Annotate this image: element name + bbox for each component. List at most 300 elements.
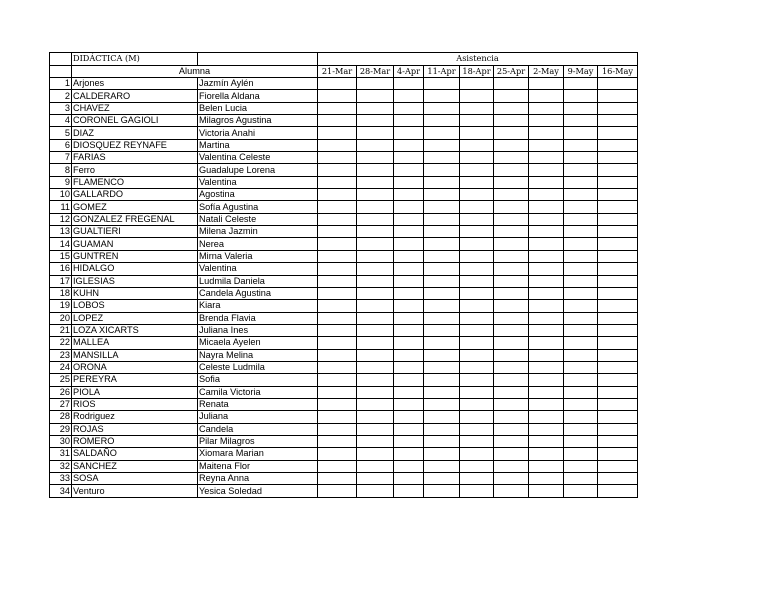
attendance-cell[interactable] — [318, 263, 357, 275]
attendance-cell[interactable] — [598, 238, 638, 250]
attendance-cell[interactable] — [494, 398, 529, 410]
student-first-name[interactable]: Candela — [198, 423, 318, 435]
attendance-cell[interactable] — [598, 226, 638, 238]
student-first-name[interactable]: Xiomara Marian — [198, 448, 318, 460]
attendance-cell[interactable] — [424, 485, 460, 497]
student-header[interactable]: Alumna — [72, 65, 318, 78]
attendance-cell[interactable] — [529, 435, 564, 447]
date-header[interactable]: 4-Apr — [394, 65, 424, 78]
row-number[interactable]: 11 — [50, 201, 72, 213]
student-last-name[interactable]: GOMEZ — [72, 201, 198, 213]
student-first-name[interactable]: Fiorella Aldana — [198, 90, 318, 102]
student-first-name[interactable]: Micaela Ayelen — [198, 337, 318, 349]
student-first-name[interactable]: Belen Lucia — [198, 102, 318, 114]
attendance-cell[interactable] — [318, 337, 357, 349]
attendance-cell[interactable] — [424, 312, 460, 324]
attendance-cell[interactable] — [318, 411, 357, 423]
attendance-cell[interactable] — [357, 250, 394, 262]
attendance-cell[interactable] — [529, 127, 564, 139]
attendance-cell[interactable] — [494, 473, 529, 485]
row-number[interactable]: 15 — [50, 250, 72, 262]
attendance-cell[interactable] — [598, 90, 638, 102]
attendance-cell[interactable] — [494, 78, 529, 90]
attendance-cell[interactable] — [394, 250, 424, 262]
attendance-cell[interactable] — [424, 287, 460, 299]
attendance-cell[interactable] — [394, 485, 424, 497]
attendance-cell[interactable] — [529, 473, 564, 485]
student-last-name[interactable]: CORONEL GAGIOLI — [72, 115, 198, 127]
attendance-cell[interactable] — [529, 337, 564, 349]
attendance-cell[interactable] — [598, 398, 638, 410]
student-last-name[interactable]: PEREYRA — [72, 374, 198, 386]
attendance-cell[interactable] — [424, 386, 460, 398]
attendance-cell[interactable] — [529, 386, 564, 398]
attendance-cell[interactable] — [564, 300, 598, 312]
attendance-cell[interactable] — [318, 115, 357, 127]
attendance-cell[interactable] — [494, 139, 529, 151]
attendance-cell[interactable] — [598, 423, 638, 435]
student-first-name[interactable]: Agostina — [198, 189, 318, 201]
attendance-cell[interactable] — [357, 374, 394, 386]
student-last-name[interactable]: FARIAS — [72, 152, 198, 164]
row-number[interactable]: 6 — [50, 139, 72, 151]
attendance-cell[interactable] — [394, 176, 424, 188]
attendance-cell[interactable] — [318, 127, 357, 139]
attendance-cell[interactable] — [598, 386, 638, 398]
attendance-cell[interactable] — [494, 152, 529, 164]
attendance-cell[interactable] — [564, 349, 598, 361]
attendance-cell[interactable] — [318, 386, 357, 398]
attendance-cell[interactable] — [494, 324, 529, 336]
attendance-cell[interactable] — [564, 176, 598, 188]
attendance-cell[interactable] — [394, 115, 424, 127]
attendance-cell[interactable] — [318, 473, 357, 485]
attendance-cell[interactable] — [318, 460, 357, 472]
attendance-cell[interactable] — [424, 78, 460, 90]
row-number[interactable]: 3 — [50, 102, 72, 114]
attendance-cell[interactable] — [357, 349, 394, 361]
attendance-cell[interactable] — [598, 411, 638, 423]
attendance-cell[interactable] — [564, 201, 598, 213]
attendance-cell[interactable] — [394, 127, 424, 139]
attendance-cell[interactable] — [394, 460, 424, 472]
attendance-cell[interactable] — [424, 127, 460, 139]
attendance-cell[interactable] — [460, 226, 494, 238]
attendance-cell[interactable] — [460, 374, 494, 386]
attendance-cell[interactable] — [318, 78, 357, 90]
attendance-cell[interactable] — [564, 115, 598, 127]
attendance-cell[interactable] — [460, 300, 494, 312]
attendance-cell[interactable] — [564, 152, 598, 164]
student-first-name[interactable]: Pilar Milagros — [198, 435, 318, 447]
corner-cell[interactable] — [50, 65, 72, 78]
attendance-cell[interactable] — [424, 90, 460, 102]
attendance-cell[interactable] — [598, 189, 638, 201]
attendance-cell[interactable] — [394, 164, 424, 176]
attendance-cell[interactable] — [357, 213, 394, 225]
attendance-cell[interactable] — [394, 349, 424, 361]
student-first-name[interactable]: Maitena Flor — [198, 460, 318, 472]
attendance-cell[interactable] — [460, 115, 494, 127]
attendance-cell[interactable] — [424, 213, 460, 225]
student-first-name[interactable]: Candela Agustina — [198, 287, 318, 299]
attendance-cell[interactable] — [394, 435, 424, 447]
attendance-cell[interactable] — [424, 448, 460, 460]
attendance-cell[interactable] — [598, 275, 638, 287]
attendance-cell[interactable] — [564, 164, 598, 176]
attendance-cell[interactable] — [460, 287, 494, 299]
student-first-name[interactable]: Victoria Anahi — [198, 127, 318, 139]
student-first-name[interactable]: Sofía Agustina — [198, 201, 318, 213]
attendance-cell[interactable] — [598, 287, 638, 299]
attendance-cell[interactable] — [494, 226, 529, 238]
student-first-name[interactable]: Yesica Soledad — [198, 485, 318, 497]
attendance-cell[interactable] — [460, 78, 494, 90]
date-header[interactable]: 2-May — [529, 65, 564, 78]
student-last-name[interactable]: LOBOS — [72, 300, 198, 312]
student-last-name[interactable]: IGLESIAS — [72, 275, 198, 287]
attendance-cell[interactable] — [460, 435, 494, 447]
attendance-cell[interactable] — [424, 435, 460, 447]
attendance-cell[interactable] — [357, 411, 394, 423]
attendance-cell[interactable] — [318, 287, 357, 299]
attendance-cell[interactable] — [424, 460, 460, 472]
row-number[interactable]: 5 — [50, 127, 72, 139]
attendance-cell[interactable] — [598, 127, 638, 139]
attendance-cell[interactable] — [394, 448, 424, 460]
student-first-name[interactable]: Brenda Flavia — [198, 312, 318, 324]
attendance-cell[interactable] — [357, 115, 394, 127]
attendance-cell[interactable] — [318, 374, 357, 386]
attendance-cell[interactable] — [529, 226, 564, 238]
attendance-cell[interactable] — [357, 238, 394, 250]
attendance-cell[interactable] — [424, 300, 460, 312]
attendance-cell[interactable] — [318, 324, 357, 336]
attendance-cell[interactable] — [529, 139, 564, 151]
attendance-cell[interactable] — [357, 460, 394, 472]
attendance-cell[interactable] — [424, 139, 460, 151]
attendance-cell[interactable] — [357, 386, 394, 398]
attendance-cell[interactable] — [318, 349, 357, 361]
attendance-cell[interactable] — [564, 139, 598, 151]
row-number[interactable]: 31 — [50, 448, 72, 460]
attendance-cell[interactable] — [529, 176, 564, 188]
row-number[interactable]: 4 — [50, 115, 72, 127]
attendance-cell[interactable] — [357, 423, 394, 435]
student-last-name[interactable]: LOZA XICARTS — [72, 324, 198, 336]
student-first-name[interactable]: Celeste Ludmila — [198, 361, 318, 373]
attendance-cell[interactable] — [598, 473, 638, 485]
attendance-cell[interactable] — [494, 448, 529, 460]
attendance-cell[interactable] — [529, 287, 564, 299]
attendance-cell[interactable] — [394, 386, 424, 398]
attendance-cell[interactable] — [424, 361, 460, 373]
row-number[interactable]: 26 — [50, 386, 72, 398]
student-last-name[interactable]: PIOLA — [72, 386, 198, 398]
row-number[interactable]: 27 — [50, 398, 72, 410]
attendance-cell[interactable] — [357, 102, 394, 114]
attendance-cell[interactable] — [460, 337, 494, 349]
attendance-cell[interactable] — [424, 102, 460, 114]
student-last-name[interactable]: ROJAS — [72, 423, 198, 435]
attendance-cell[interactable] — [598, 374, 638, 386]
attendance-cell[interactable] — [394, 411, 424, 423]
row-number[interactable]: 7 — [50, 152, 72, 164]
attendance-cell[interactable] — [424, 374, 460, 386]
attendance-cell[interactable] — [564, 312, 598, 324]
attendance-cell[interactable] — [529, 238, 564, 250]
student-first-name[interactable]: Mirna Valeria — [198, 250, 318, 262]
row-number[interactable]: 34 — [50, 485, 72, 497]
attendance-cell[interactable] — [394, 90, 424, 102]
attendance-cell[interactable] — [318, 176, 357, 188]
attendance-cell[interactable] — [598, 152, 638, 164]
attendance-cell[interactable] — [424, 398, 460, 410]
student-first-name[interactable]: Milagros Agustina — [198, 115, 318, 127]
student-last-name[interactable]: KUHN — [72, 287, 198, 299]
attendance-cell[interactable] — [564, 473, 598, 485]
attendance-cell[interactable] — [357, 226, 394, 238]
attendance-cell[interactable] — [564, 337, 598, 349]
attendance-cell[interactable] — [394, 473, 424, 485]
date-header[interactable]: 9-May — [564, 65, 598, 78]
attendance-cell[interactable] — [460, 312, 494, 324]
attendance-cell[interactable] — [357, 300, 394, 312]
attendance-cell[interactable] — [460, 263, 494, 275]
attendance-cell[interactable] — [424, 152, 460, 164]
attendance-cell[interactable] — [318, 201, 357, 213]
attendance-cell[interactable] — [529, 411, 564, 423]
attendance-cell[interactable] — [394, 361, 424, 373]
attendance-cell[interactable] — [564, 361, 598, 373]
attendance-cell[interactable] — [564, 213, 598, 225]
student-last-name[interactable]: Arjones — [72, 78, 198, 90]
student-last-name[interactable]: Venturo — [72, 485, 198, 497]
attendance-cell[interactable] — [564, 435, 598, 447]
attendance-cell[interactable] — [494, 102, 529, 114]
row-number[interactable]: 28 — [50, 411, 72, 423]
row-number[interactable]: 21 — [50, 324, 72, 336]
attendance-cell[interactable] — [529, 115, 564, 127]
attendance-cell[interactable] — [424, 423, 460, 435]
attendance-cell[interactable] — [318, 435, 357, 447]
row-number[interactable]: 25 — [50, 374, 72, 386]
student-last-name[interactable]: DIOSQUEZ REYNAFE — [72, 139, 198, 151]
row-number[interactable]: 9 — [50, 176, 72, 188]
attendance-cell[interactable] — [460, 386, 494, 398]
attendance-cell[interactable] — [529, 448, 564, 460]
attendance-cell[interactable] — [564, 411, 598, 423]
date-header[interactable]: 21-Mar — [318, 65, 357, 78]
attendance-cell[interactable] — [424, 250, 460, 262]
attendance-cell[interactable] — [394, 312, 424, 324]
attendance-cell[interactable] — [598, 324, 638, 336]
student-last-name[interactable]: MALLEA — [72, 337, 198, 349]
attendance-cell[interactable] — [529, 324, 564, 336]
attendance-cell[interactable] — [357, 90, 394, 102]
row-number[interactable]: 22 — [50, 337, 72, 349]
attendance-cell[interactable] — [318, 213, 357, 225]
attendance-cell[interactable] — [564, 263, 598, 275]
attendance-cell[interactable] — [394, 152, 424, 164]
attendance-cell[interactable] — [564, 324, 598, 336]
attendance-cell[interactable] — [529, 349, 564, 361]
student-first-name[interactable]: Kiara — [198, 300, 318, 312]
attendance-cell[interactable] — [494, 263, 529, 275]
attendance-cell[interactable] — [460, 485, 494, 497]
attendance-cell[interactable] — [394, 337, 424, 349]
attendance-cell[interactable] — [564, 78, 598, 90]
attendance-cell[interactable] — [494, 287, 529, 299]
attendance-cell[interactable] — [564, 386, 598, 398]
student-last-name[interactable]: ORONA — [72, 361, 198, 373]
attendance-cell[interactable] — [529, 460, 564, 472]
attendance-cell[interactable] — [598, 213, 638, 225]
attendance-cell[interactable] — [357, 337, 394, 349]
attendance-cell[interactable] — [357, 435, 394, 447]
attendance-cell[interactable] — [598, 435, 638, 447]
attendance-cell[interactable] — [494, 213, 529, 225]
attendance-cell[interactable] — [318, 238, 357, 250]
attendance-cell[interactable] — [394, 423, 424, 435]
student-first-name[interactable]: Natali Celeste — [198, 213, 318, 225]
attendance-cell[interactable] — [318, 398, 357, 410]
student-first-name[interactable]: Nayra Melina — [198, 349, 318, 361]
attendance-cell[interactable] — [424, 226, 460, 238]
student-last-name[interactable]: FLAMENCO — [72, 176, 198, 188]
attendance-cell[interactable] — [460, 213, 494, 225]
attendance-cell[interactable] — [529, 398, 564, 410]
attendance-cell[interactable] — [357, 448, 394, 460]
attendance-cell[interactable] — [529, 78, 564, 90]
student-first-name[interactable]: Nerea — [198, 238, 318, 250]
attendance-cell[interactable] — [394, 300, 424, 312]
row-number[interactable]: 24 — [50, 361, 72, 373]
attendance-cell[interactable] — [598, 102, 638, 114]
attendance-cell[interactable] — [564, 238, 598, 250]
attendance-cell[interactable] — [564, 102, 598, 114]
row-number[interactable]: 17 — [50, 275, 72, 287]
attendance-cell[interactable] — [357, 127, 394, 139]
attendance-cell[interactable] — [318, 164, 357, 176]
student-last-name[interactable]: LOPEZ — [72, 312, 198, 324]
attendance-cell[interactable] — [598, 485, 638, 497]
row-number[interactable]: 20 — [50, 312, 72, 324]
attendance-cell[interactable] — [394, 324, 424, 336]
attendance-cell[interactable] — [394, 213, 424, 225]
row-number[interactable]: 10 — [50, 189, 72, 201]
attendance-cell[interactable] — [494, 115, 529, 127]
attendance-cell[interactable] — [424, 349, 460, 361]
attendance-cell[interactable] — [494, 250, 529, 262]
row-number[interactable]: 33 — [50, 473, 72, 485]
student-last-name[interactable]: RIOS — [72, 398, 198, 410]
attendance-cell[interactable] — [598, 361, 638, 373]
attendance-cell[interactable] — [564, 275, 598, 287]
row-number[interactable]: 18 — [50, 287, 72, 299]
attendance-cell[interactable] — [424, 164, 460, 176]
attendance-cell[interactable] — [529, 201, 564, 213]
subject-cell[interactable]: DIDÁCTICA (M) — [72, 53, 198, 66]
attendance-cell[interactable] — [529, 374, 564, 386]
attendance-cell[interactable] — [529, 90, 564, 102]
attendance-cell[interactable] — [394, 275, 424, 287]
attendance-cell[interactable] — [357, 176, 394, 188]
attendance-cell[interactable] — [564, 226, 598, 238]
attendance-cell[interactable] — [460, 164, 494, 176]
attendance-cell[interactable] — [598, 349, 638, 361]
attendance-cell[interactable] — [394, 78, 424, 90]
student-last-name[interactable]: DIAZ — [72, 127, 198, 139]
attendance-cell[interactable] — [460, 460, 494, 472]
attendance-cell[interactable] — [529, 300, 564, 312]
attendance-cell[interactable] — [494, 423, 529, 435]
student-first-name[interactable]: Ludmila Daniela — [198, 275, 318, 287]
attendance-cell[interactable] — [394, 102, 424, 114]
attendance-cell[interactable] — [494, 275, 529, 287]
attendance-cell[interactable] — [318, 152, 357, 164]
attendance-cell[interactable] — [460, 152, 494, 164]
date-header[interactable]: 18-Apr — [460, 65, 494, 78]
attendance-cell[interactable] — [598, 176, 638, 188]
student-last-name[interactable]: Ferro — [72, 164, 198, 176]
attendance-cell[interactable] — [394, 201, 424, 213]
date-header[interactable]: 16-May — [598, 65, 638, 78]
student-last-name[interactable]: CHAVEZ — [72, 102, 198, 114]
row-number[interactable]: 8 — [50, 164, 72, 176]
attendance-cell[interactable] — [357, 485, 394, 497]
attendance-cell[interactable] — [494, 485, 529, 497]
attendance-cell[interactable] — [494, 435, 529, 447]
attendance-cell[interactable] — [598, 312, 638, 324]
attendance-cell[interactable] — [564, 374, 598, 386]
attendance-cell[interactable] — [460, 90, 494, 102]
attendance-cell[interactable] — [564, 287, 598, 299]
date-header[interactable]: 25-Apr — [494, 65, 529, 78]
student-first-name[interactable]: Guadalupe Lorena — [198, 164, 318, 176]
attendance-cell[interactable] — [394, 139, 424, 151]
date-header[interactable]: 28-Mar — [357, 65, 394, 78]
student-last-name[interactable]: GUALTIERI — [72, 226, 198, 238]
attendance-cell[interactable] — [529, 312, 564, 324]
attendance-cell[interactable] — [357, 152, 394, 164]
attendance-cell[interactable] — [318, 423, 357, 435]
attendance-cell[interactable] — [318, 275, 357, 287]
attendance-cell[interactable] — [598, 300, 638, 312]
attendance-cell[interactable] — [564, 448, 598, 460]
attendance-cell[interactable] — [318, 189, 357, 201]
attendance-cell[interactable] — [529, 263, 564, 275]
attendance-cell[interactable] — [494, 201, 529, 213]
row-number[interactable]: 23 — [50, 349, 72, 361]
row-number[interactable]: 13 — [50, 226, 72, 238]
student-first-name[interactable]: Valentina — [198, 263, 318, 275]
attendance-cell[interactable] — [357, 201, 394, 213]
attendance-cell[interactable] — [318, 90, 357, 102]
attendance-cell[interactable] — [494, 411, 529, 423]
attendance-cell[interactable] — [357, 287, 394, 299]
attendance-cell[interactable] — [460, 238, 494, 250]
student-first-name[interactable]: Camila Victoria — [198, 386, 318, 398]
attendance-cell[interactable] — [357, 324, 394, 336]
attendance-cell[interactable] — [357, 78, 394, 90]
attendance-cell[interactable] — [357, 473, 394, 485]
attendance-cell[interactable] — [318, 312, 357, 324]
attendance-cell[interactable] — [598, 263, 638, 275]
attendance-cell[interactable] — [494, 238, 529, 250]
attendance-cell[interactable] — [494, 189, 529, 201]
attendance-cell[interactable] — [460, 324, 494, 336]
